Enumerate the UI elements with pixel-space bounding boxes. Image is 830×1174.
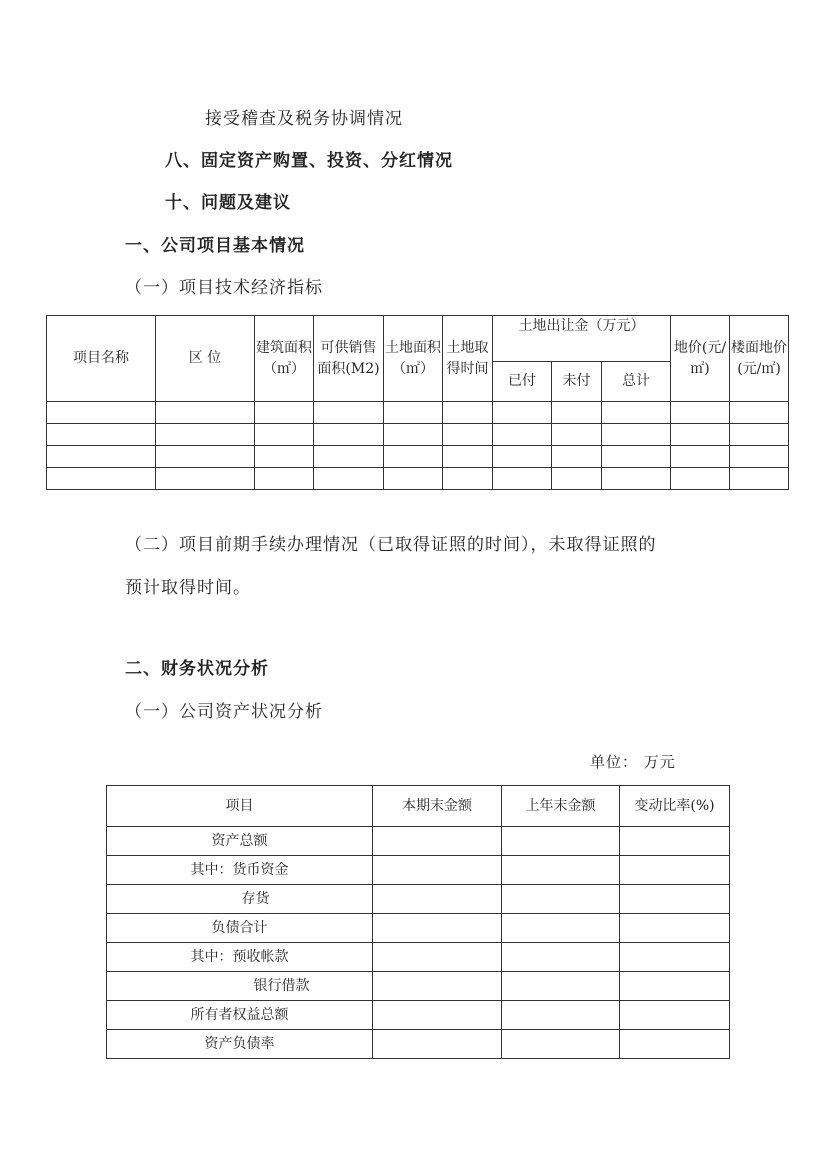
sub-header-cell: 未付 xyxy=(552,362,602,402)
asset-analysis-table xyxy=(106,785,730,1059)
sub-header-cell: 总计 xyxy=(602,362,671,402)
table-row xyxy=(107,1001,730,1030)
heading-8: 八、固定资产购置、投资、分红情况 xyxy=(165,151,453,171)
section-heading-2: 二、财务状况分析 xyxy=(125,659,269,679)
row-label: 银行借款 xyxy=(107,972,373,1001)
table-row xyxy=(47,424,789,446)
row-label: 所有者权益总额 xyxy=(107,1001,373,1030)
header-cell: 土地取得时间 xyxy=(443,316,493,402)
header-cell: 项目 xyxy=(107,786,373,827)
table-row xyxy=(107,943,730,972)
table-row xyxy=(107,856,730,885)
header-cell: 可供销售面积(M2) xyxy=(314,316,384,402)
subsection-heading: （一）项目技术经济指标 xyxy=(125,278,323,298)
header-cell: 土地面积（㎡） xyxy=(384,316,443,402)
heading-10: 十、问题及建议 xyxy=(165,193,291,213)
table-row xyxy=(47,468,789,490)
table-row xyxy=(47,446,789,468)
header-cell: 楼面地价(元/㎡) xyxy=(730,316,789,402)
row-label: 资产负债率 xyxy=(107,1030,373,1059)
row-label: 其中：货币资金 xyxy=(107,856,373,885)
table-row xyxy=(107,1030,730,1059)
row-label: 存货 xyxy=(107,885,373,914)
subsection-heading: （一）公司资产状况分析 xyxy=(125,702,323,722)
text-line: 预计取得时间。 xyxy=(125,578,251,598)
header-cell: 区 位 xyxy=(156,316,255,402)
table-row xyxy=(107,885,730,914)
header-cell: 建筑面积（㎡） xyxy=(255,316,314,402)
section-heading-1: 一、公司项目基本情况 xyxy=(125,236,305,256)
row-label: 资产总额 xyxy=(107,827,373,856)
table-row xyxy=(107,827,730,856)
sub-header-cell: 已付 xyxy=(493,362,552,402)
row-label: 负债合计 xyxy=(107,914,373,943)
project-indicator-table xyxy=(46,315,789,490)
row-label: 其中：预收帐款 xyxy=(107,943,373,972)
table-row xyxy=(107,972,730,1001)
table-row xyxy=(107,914,730,943)
header-cell: 上年末金额 xyxy=(502,786,620,827)
unit-label: 单位： 万元 xyxy=(590,753,676,771)
header-cell: 变动比率(%) xyxy=(620,786,730,827)
header-cell: 本期末金额 xyxy=(373,786,502,827)
text-line: （二）项目前期手续办理情况（已取得证照的时间），未取得证照的 xyxy=(125,535,657,555)
header-cell: 地价(元/㎡) xyxy=(671,316,730,402)
header-cell: 土地出让金（万元） xyxy=(493,316,671,362)
text-line: 接受稽查及税务协调情况 xyxy=(205,109,403,129)
table-row xyxy=(47,402,789,424)
header-cell: 项目名称 xyxy=(47,316,156,402)
